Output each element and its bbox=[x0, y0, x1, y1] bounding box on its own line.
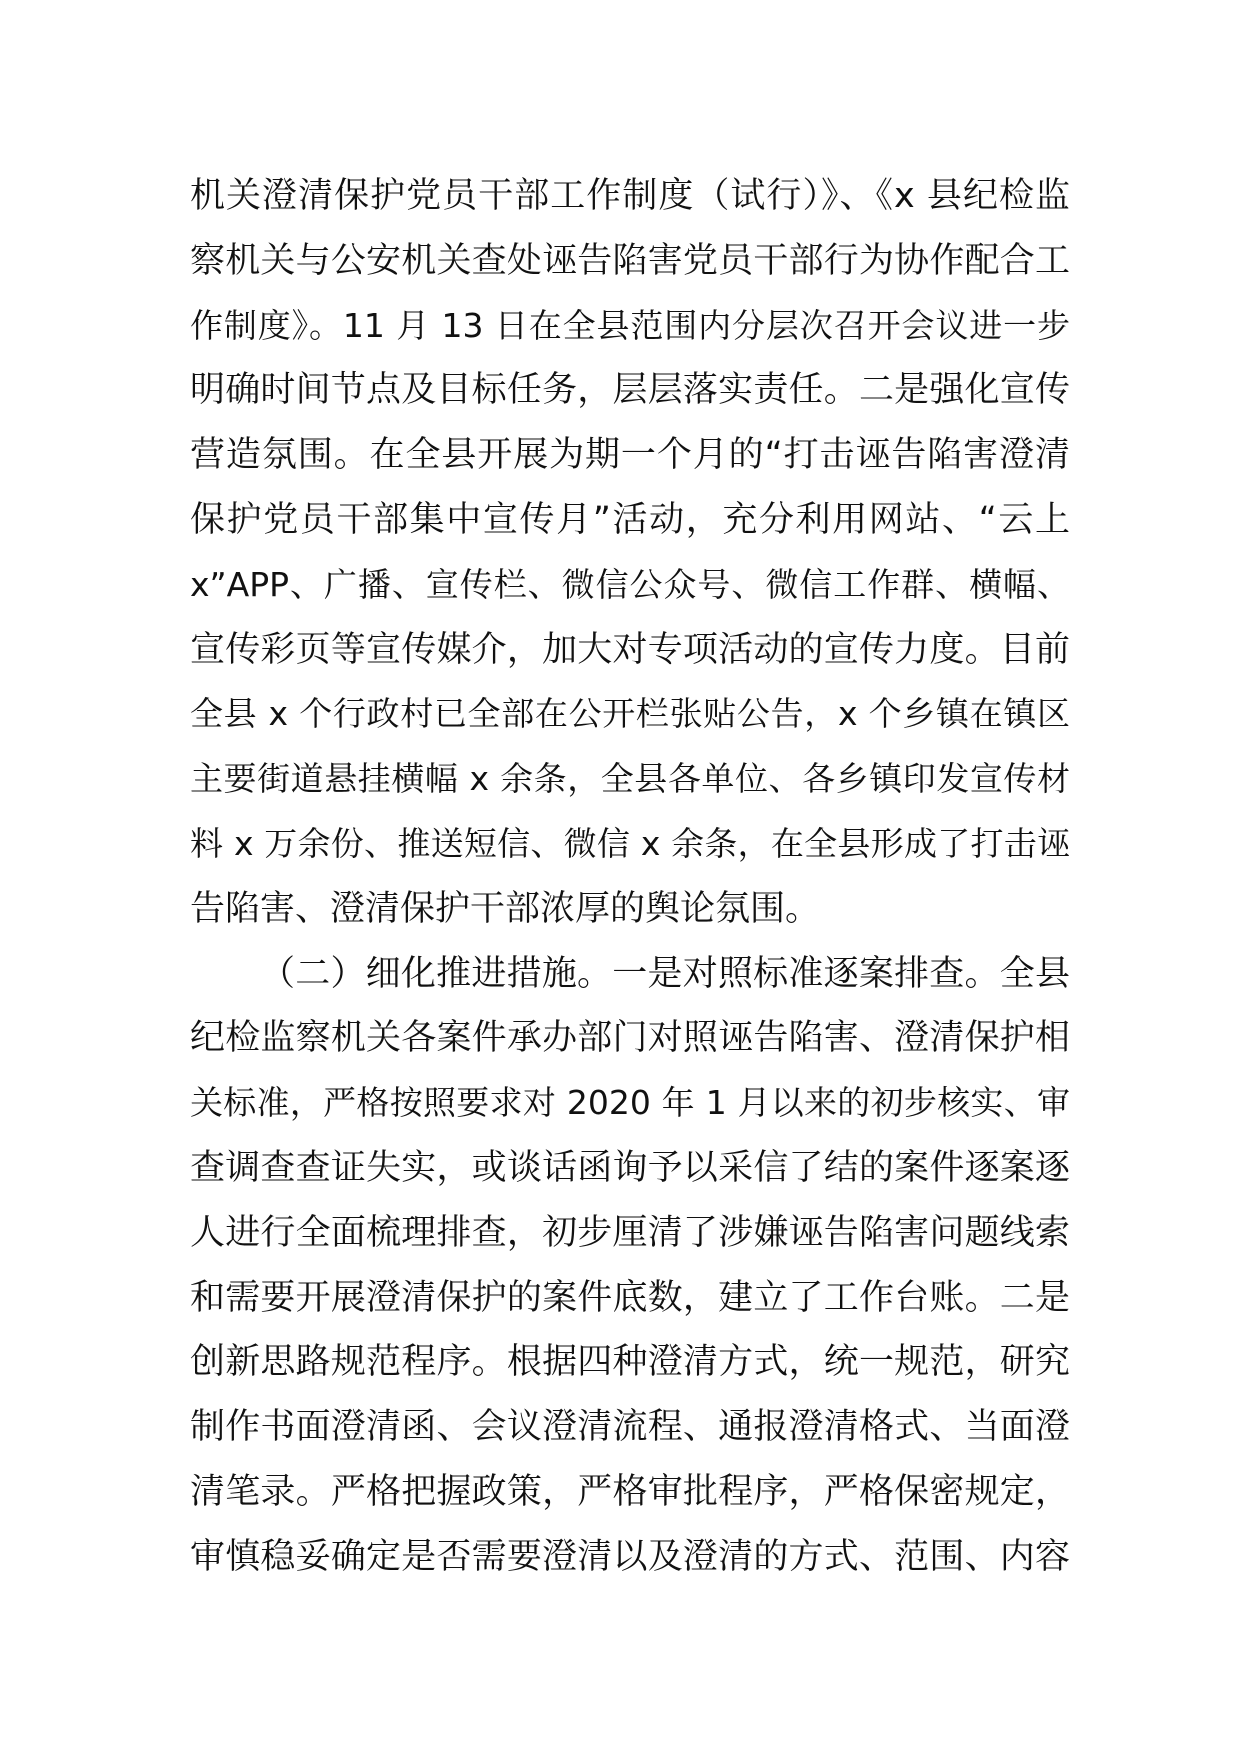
text-line: 查调查查证失实，或谈话函询予以采信了结的案件逐案逐 bbox=[190, 1147, 1070, 1188]
text-line: 审慎稳妥确定是否需要澄清以及澄清的方式、范围、内容 bbox=[190, 1536, 1070, 1577]
body-text bbox=[190, 164, 1070, 1590]
text-line: 创新思路规范程序。根据四种澄清方式，统一规范，研究 bbox=[190, 1342, 1070, 1383]
text-line: 主要街道悬挂横幅 x 余条，全县各单位、各乡镇印发宣传材 bbox=[190, 759, 1070, 799]
section-heading-line: （二）细化推进措施。一是对照标准逐案排查。全县 bbox=[260, 953, 1070, 994]
text-line: 制作书面澄清函、会议澄清流程、通报澄清格式、当面澄 bbox=[190, 1407, 1070, 1448]
text-line: 机关澄清保护党员干部工作制度（试行）》、《x 县纪检监 bbox=[190, 176, 1070, 216]
text-line: 察机关与公安机关查处诬告陷害党员干部行为协作配合工 bbox=[190, 240, 1070, 281]
text-line: 全县 x 个行政村已全部在公开栏张贴公告，x 个乡镇在镇区 bbox=[190, 694, 1070, 734]
text-line: 人进行全面梳理排查，初步厘清了涉嫌诬告陷害问题线索 bbox=[190, 1212, 1070, 1253]
text-line: x”APP、广播、宣传栏、微信公众号、微信工作群、横幅、 bbox=[190, 564, 1070, 604]
text-line: 料 x 万余份、推送短信、微信 x 余条，在全县形成了打击诬 bbox=[190, 823, 1070, 863]
text-line: 宣传彩页等宣传媒介，加大对专项活动的宣传力度。目前 bbox=[190, 629, 1070, 670]
text-line: 纪检监察机关各案件承办部门对照诬告陷害、澄清保护相 bbox=[190, 1018, 1070, 1059]
text-line: 关标准，严格按照要求对 2020 年 1 月以来的初步核实、审 bbox=[190, 1083, 1070, 1123]
text-line: 作制度》。11 月 13 日在全县范围内分层次召开会议进一步 bbox=[190, 305, 1070, 345]
text-line: 和需要开展澄清保护的案件底数，建立了工作台账。二是 bbox=[190, 1277, 1070, 1318]
paragraph-end-line: 告陷害、澄清保护干部浓厚的舆论氛围。 bbox=[190, 888, 821, 929]
text-line: 清笔录。严格把握政策，严格审批程序，严格保密规定， bbox=[190, 1471, 1070, 1512]
text-line: 明确时间节点及目标任务，层层落实责任。二是强化宣传 bbox=[190, 370, 1070, 411]
text-line: 营造氛围。在全县开展为期一个月的“打击诬告陷害澄清 bbox=[190, 435, 1070, 476]
text-line: 保护党员干部集中宣传月”活动，充分利用网站、“云上 bbox=[190, 499, 1070, 540]
